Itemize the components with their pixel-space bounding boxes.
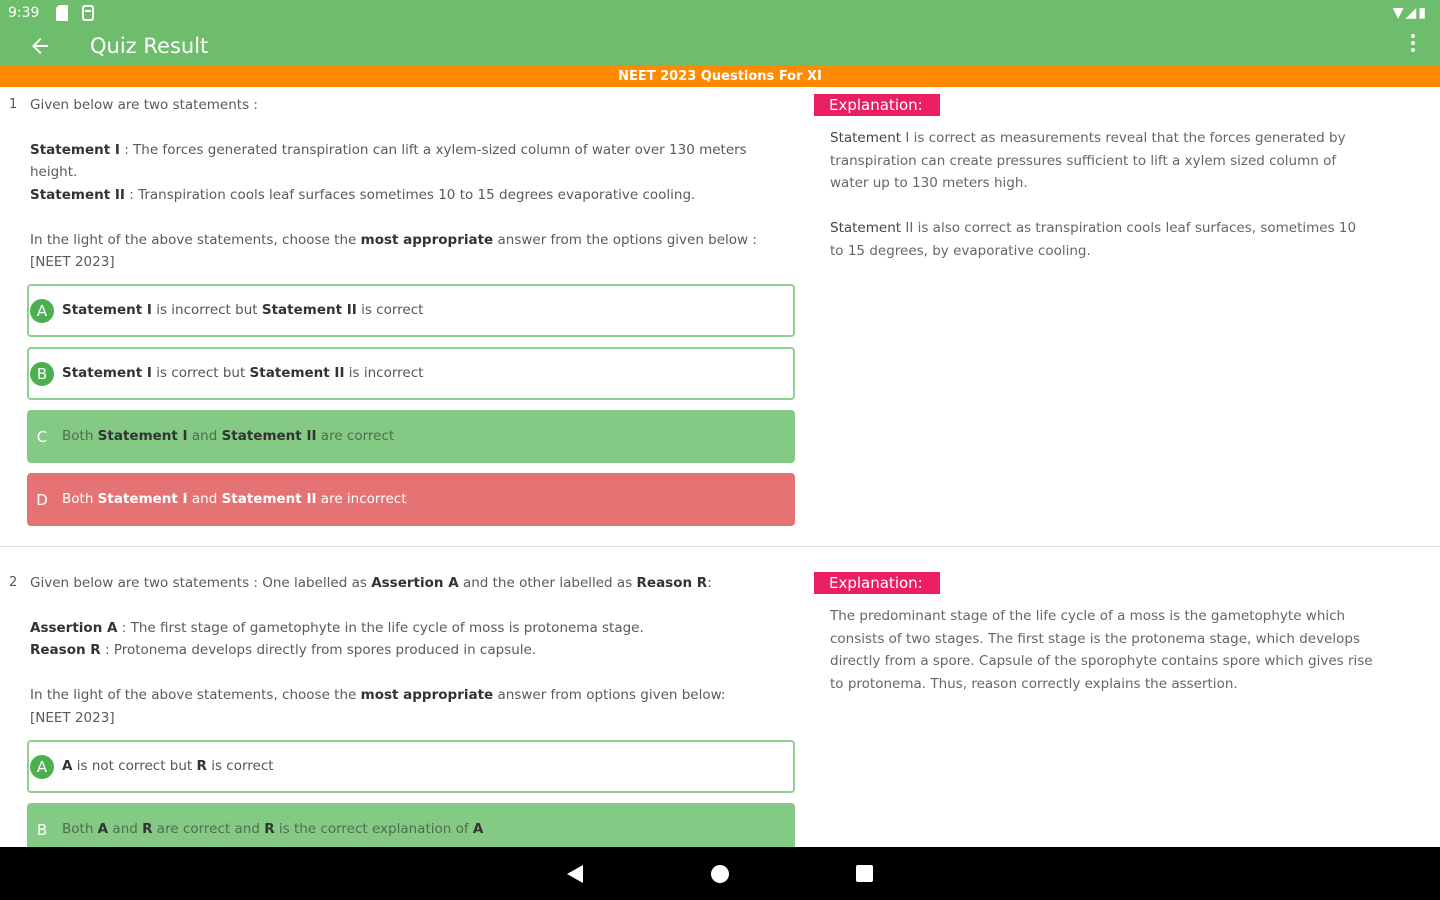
reason-line: Reason R : Protonema develops directly from spores produced in capsule.	[30, 642, 537, 658]
sd-card-icon	[56, 5, 68, 21]
option-b-correct[interactable]	[27, 803, 795, 847]
option-letter: B	[30, 362, 54, 386]
option-c-correct[interactable]	[27, 410, 795, 463]
option-letter: A	[30, 755, 54, 779]
option-letter: A	[30, 299, 54, 323]
quiz-result-list[interactable]	[0, 87, 1440, 847]
option-letter: D	[36, 491, 48, 509]
signal-battery-icon: ▼◢▮	[1392, 5, 1428, 21]
option-text: Statement I is incorrect but Statement II is correct	[62, 302, 424, 318]
option-text: Both Statement I and Statement II are incorrect	[62, 491, 407, 507]
arrow-left-icon[interactable]	[28, 30, 52, 65]
more-vertical-icon[interactable]	[1410, 34, 1416, 56]
option-letter: B	[36, 821, 48, 839]
question-card-1	[0, 87, 1440, 546]
nav-home-icon[interactable]	[711, 865, 729, 883]
nav-back-icon[interactable]	[567, 865, 583, 883]
question-card-2	[0, 565, 1440, 847]
statement-2: Statement II : Transpiration cools leaf surfaces sometimes 10 to 15 degrees evaporative cooling.	[30, 187, 696, 203]
status-bar	[0, 0, 1440, 28]
quiz-subtitle-bar: NEET 2023 Questions For XI	[0, 66, 1440, 87]
statement-1-cont: height.	[30, 164, 78, 180]
question-tag: [NEET 2023]	[30, 254, 115, 270]
option-text: Statement I is correct but Statement II is incorrect	[62, 365, 424, 381]
question-ask: In the light of the above statements, choose the most appropriate answer from options given below:	[30, 687, 726, 703]
explanation-badge: Explanation:	[814, 94, 940, 116]
explanation-badge: Explanation:	[814, 572, 940, 594]
system-nav-bar	[0, 847, 1440, 900]
option-d-wrong[interactable]	[27, 473, 795, 526]
explanation-line: Statement I is correct as measurements reveal that the forces generated by	[830, 130, 1346, 146]
question-tag: [NEET 2023]	[30, 710, 115, 726]
explanation-line: consists of two stages. The first stage is the protonema stage, which develops	[830, 631, 1360, 647]
option-a[interactable]	[27, 284, 795, 337]
question-number: 1	[9, 97, 18, 112]
explanation-line: transpiration can create pressures sufficient to lift a xylem sized column of	[830, 153, 1337, 169]
statement-1: Statement I : The forces generated transpiration can lift a xylem-sized column of water over 130 meters	[30, 142, 747, 158]
option-text: Both Statement I and Statement II are correct	[62, 428, 395, 444]
explanation-line: Statement II is also correct as transpiration cools leaf surfaces, sometimes 10	[830, 220, 1357, 236]
question-intro: Given below are two statements :	[30, 97, 258, 113]
explanation-line: water up to 130 meters high.	[830, 175, 1028, 191]
storage-icon	[82, 5, 94, 21]
explanation-line: directly from a spore. Capsule of the sporophyte contains spore which gives rise	[830, 653, 1373, 669]
app-bar	[0, 28, 1440, 66]
explanation-line: to 15 degrees, by evaporative cooling.	[830, 243, 1091, 259]
assertion-line: Assertion A : The first stage of gametophyte in the life cycle of moss is protonema stage.	[30, 620, 644, 636]
option-text: A is not correct but R is correct	[62, 758, 274, 774]
page-title: Quiz Result	[90, 34, 209, 58]
question-number: 2	[9, 575, 18, 590]
option-b[interactable]	[27, 347, 795, 400]
question-divider	[0, 546, 1440, 547]
option-letter: C	[36, 428, 48, 446]
explanation-line: to protonema. Thus, reason correctly explains the assertion.	[830, 676, 1238, 692]
status-time: 9:39	[8, 5, 40, 21]
question-intro: Given below are two statements : One labelled as Assertion A and the other labelled as Reason R:	[30, 575, 712, 591]
question-ask: In the light of the above statements, choose the most appropriate answer from the options given below :	[30, 232, 757, 248]
option-text: Both A and R are correct and R is the correct explanation of A	[62, 821, 484, 837]
explanation-line: The predominant stage of the life cycle of a moss is the gametophyte which	[830, 608, 1346, 624]
nav-recents-icon[interactable]	[856, 865, 873, 882]
option-a[interactable]	[27, 740, 795, 793]
